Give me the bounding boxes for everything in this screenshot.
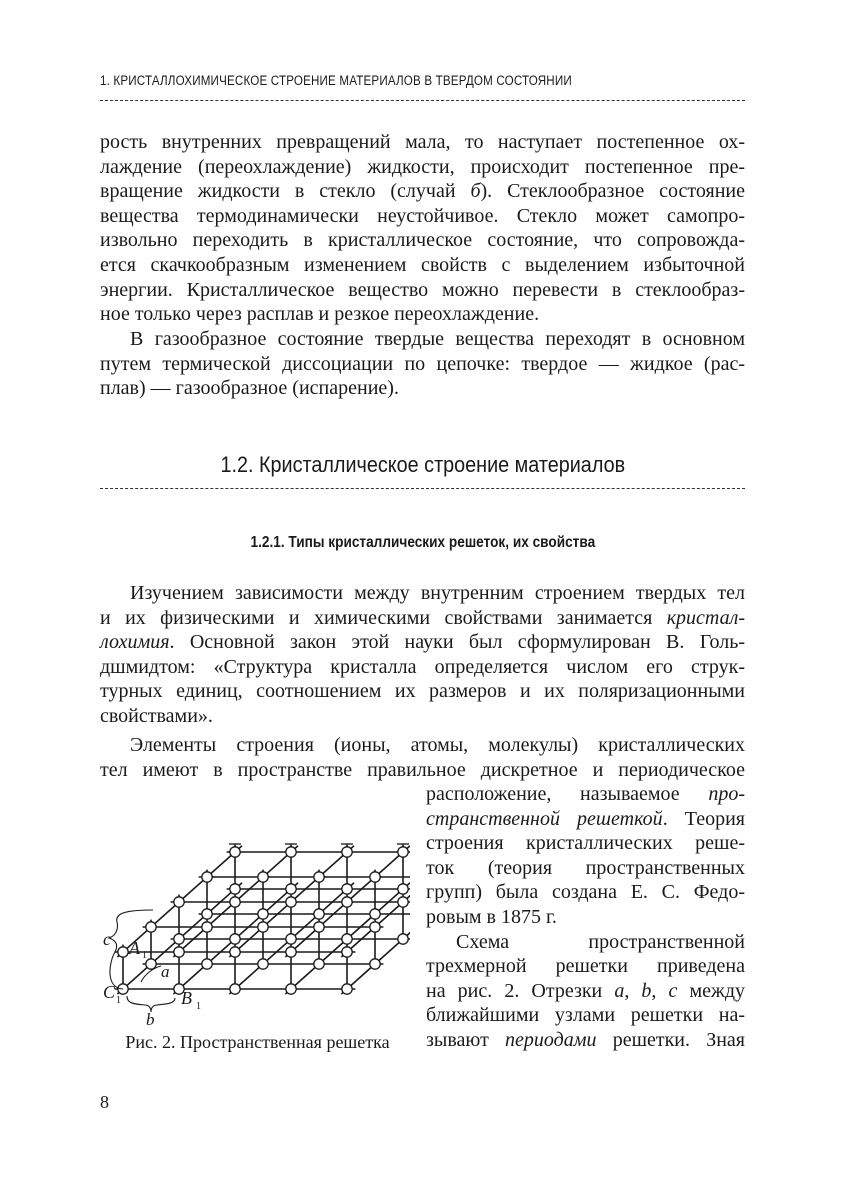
text-line: ток (теория пространственных	[426, 856, 745, 879]
lattice-node	[370, 959, 380, 969]
lattice-node	[370, 909, 380, 919]
label-a1: A	[129, 938, 140, 958]
text-line	[426, 782, 745, 807]
paragraph-gaseous-state	[100, 327, 745, 401]
lattice-node	[146, 959, 156, 969]
lattice-node	[258, 872, 268, 882]
page-number: 8	[100, 1092, 109, 1112]
section-divider	[100, 488, 745, 489]
italic-text: лохимия	[100, 631, 170, 654]
lattice-node	[230, 847, 240, 857]
lattice-node	[286, 847, 296, 857]
lattice-node	[174, 947, 184, 957]
text-line: строения кристаллических реше-	[426, 832, 745, 855]
text-run: между	[677, 979, 745, 1002]
section-title-text: 1.2. Кристаллическое строение материалов	[220, 452, 625, 477]
lattice-diagram	[95, 792, 410, 1032]
running-head: 1. КРИСТАЛЛОХИМИЧЕСКОЕ СТРОЕНИЕ МАТЕРИАЛОВ В ТВЕРДОМ СОСТОЯНИИ	[100, 73, 572, 88]
text-run: вращение жидкости в стекло (случай	[100, 180, 471, 203]
lattice-node	[230, 984, 240, 994]
lattice-node	[370, 872, 380, 882]
text-line: Изучением зависимости между внутренним строением твердых тел	[130, 582, 745, 604]
text-line	[100, 606, 745, 631]
text-run: ). Стеклообразное состояние	[480, 180, 745, 203]
text-line: ется скачкообразным изменением свойств с выделением избыточной	[100, 253, 745, 276]
lattice-node	[286, 984, 296, 994]
italic-text: c	[668, 979, 678, 1002]
lattice-node	[230, 947, 240, 957]
paragraph-glass-transition	[100, 130, 745, 327]
italic-text: a	[614, 979, 625, 1002]
subsection-title-text: 1.2.1. Типы кристаллических решеток, их свойства	[250, 534, 595, 551]
lattice-node	[258, 959, 268, 969]
text-line: тел имеют в пространстве правильное дискретное и периодическое	[100, 758, 745, 781]
text-line: Схема пространственной	[456, 930, 745, 953]
label-b1: B	[181, 988, 192, 1008]
paragraph-structure-elements	[100, 733, 745, 782]
text-line	[426, 979, 745, 1004]
lattice-node	[286, 947, 296, 957]
header-divider	[100, 100, 745, 101]
label-c1: C	[103, 982, 116, 1002]
lattice-node	[118, 947, 128, 957]
text-line: ближайшими узлами решетки на-	[426, 1004, 745, 1027]
text-run: ,	[624, 979, 642, 1002]
lattice-node	[342, 884, 352, 894]
subsection-title	[100, 534, 745, 552]
label-c1-sub: 1	[116, 995, 121, 1006]
text-run: расположение, называемое	[426, 783, 709, 805]
lattice-node	[174, 934, 184, 944]
text-line: свойствами».	[100, 704, 213, 727]
lattice-node	[258, 922, 268, 932]
lattice-node	[230, 934, 240, 944]
text-line	[426, 1028, 745, 1053]
lattice-node	[398, 897, 408, 907]
italic-text: периодами	[505, 1028, 597, 1051]
lattice-node	[398, 847, 408, 857]
lattice-node	[314, 909, 324, 919]
text-line	[100, 630, 745, 655]
text-line	[426, 807, 745, 832]
text-line: ровым в 1875 г.	[426, 905, 557, 928]
paragraph-crystal-chemistry	[100, 581, 745, 729]
italic-text: кристал-	[666, 606, 745, 629]
text-line: лаждение (переохлаждение) жидкости, происходит постепенное пре-	[100, 155, 745, 178]
lattice-node	[314, 872, 324, 882]
text-line: плав) — газообразное (испарение).	[100, 377, 399, 400]
text-line: Элементы строения (ионы, атомы, молекулы) кристаллических	[130, 734, 745, 756]
text-run: . Теория	[662, 807, 746, 830]
label-b1-sub: 1	[196, 1001, 201, 1012]
text-line: путем термической диссоциации по цепочке: твердое — жидкое (рас-	[100, 352, 745, 375]
label-a1-sub: 1	[142, 950, 147, 961]
text-line: трехмерной решетки приведена	[426, 955, 745, 978]
lattice-node	[286, 884, 296, 894]
lattice-node	[342, 847, 352, 857]
italic-text: про-	[708, 783, 745, 805]
label-b: b	[146, 1010, 155, 1029]
text-line	[100, 179, 745, 204]
text-line: вещества термодинамически неустойчивое. Стекло может самопро-	[100, 204, 745, 227]
lattice-node	[202, 959, 212, 969]
lattice-node	[202, 922, 212, 932]
right-column-text	[426, 782, 745, 1053]
text-line: дшмидтом: «Структура кристалла определяется числом его струк-	[100, 655, 745, 678]
text-run: на рис. 2. Отрезки	[426, 979, 615, 1002]
lattice-node	[146, 922, 156, 932]
section-title	[100, 452, 745, 478]
text-run: зывают	[426, 1028, 505, 1051]
lattice-node	[398, 934, 408, 944]
lattice-node	[202, 909, 212, 919]
text-run: решетки. Зная	[596, 1028, 745, 1051]
lattice-node	[342, 947, 352, 957]
text-line: групп) была создана Е. С. Федо-	[426, 881, 745, 904]
text-line: энергии. Кристаллическое вещество можно перевести в стеклообраз-	[100, 278, 745, 301]
lattice-node	[370, 922, 380, 932]
lattice-node	[314, 959, 324, 969]
label-c: c	[103, 929, 111, 949]
lattice-node	[286, 934, 296, 944]
lattice-node	[286, 897, 296, 907]
text-line: рость внутренних превращений мала, то наступает постепенное ох-	[100, 131, 745, 153]
lattice-node	[342, 934, 352, 944]
label-a: a	[161, 962, 170, 981]
text-line: извольно переходить в кристаллическое состояние, что сопровожда-	[100, 229, 745, 252]
text-run: и их физическими и химическими свойствами занимается	[100, 606, 667, 629]
lattice-node	[202, 872, 212, 882]
lattice-node	[342, 984, 352, 994]
lattice-node	[230, 897, 240, 907]
figure-caption: Рис. 2. Пространственная решетка	[125, 1032, 390, 1052]
figure-space-lattice	[95, 792, 410, 1032]
text-line: турных единиц, соотношением их размеров и их поляризационными	[100, 680, 745, 703]
lattice-node	[258, 909, 268, 919]
text-run: ,	[651, 979, 669, 1002]
text-run: . Основной закон этой науки был сформулирован В. Голь-	[169, 631, 745, 654]
lattice-node	[174, 897, 184, 907]
text-line: В газообразное состояние твердые вещества переходят в основном	[130, 328, 745, 350]
italic-text: b	[641, 979, 652, 1002]
lattice-node	[398, 884, 408, 894]
lattice-node	[342, 897, 352, 907]
italic-text: б	[470, 180, 481, 203]
lattice-node	[230, 884, 240, 894]
italic-text: странственной решеткой	[426, 807, 663, 830]
lattice-node	[314, 922, 324, 932]
text-line: ное только через расплав и резкое переохлаждение.	[100, 303, 540, 326]
